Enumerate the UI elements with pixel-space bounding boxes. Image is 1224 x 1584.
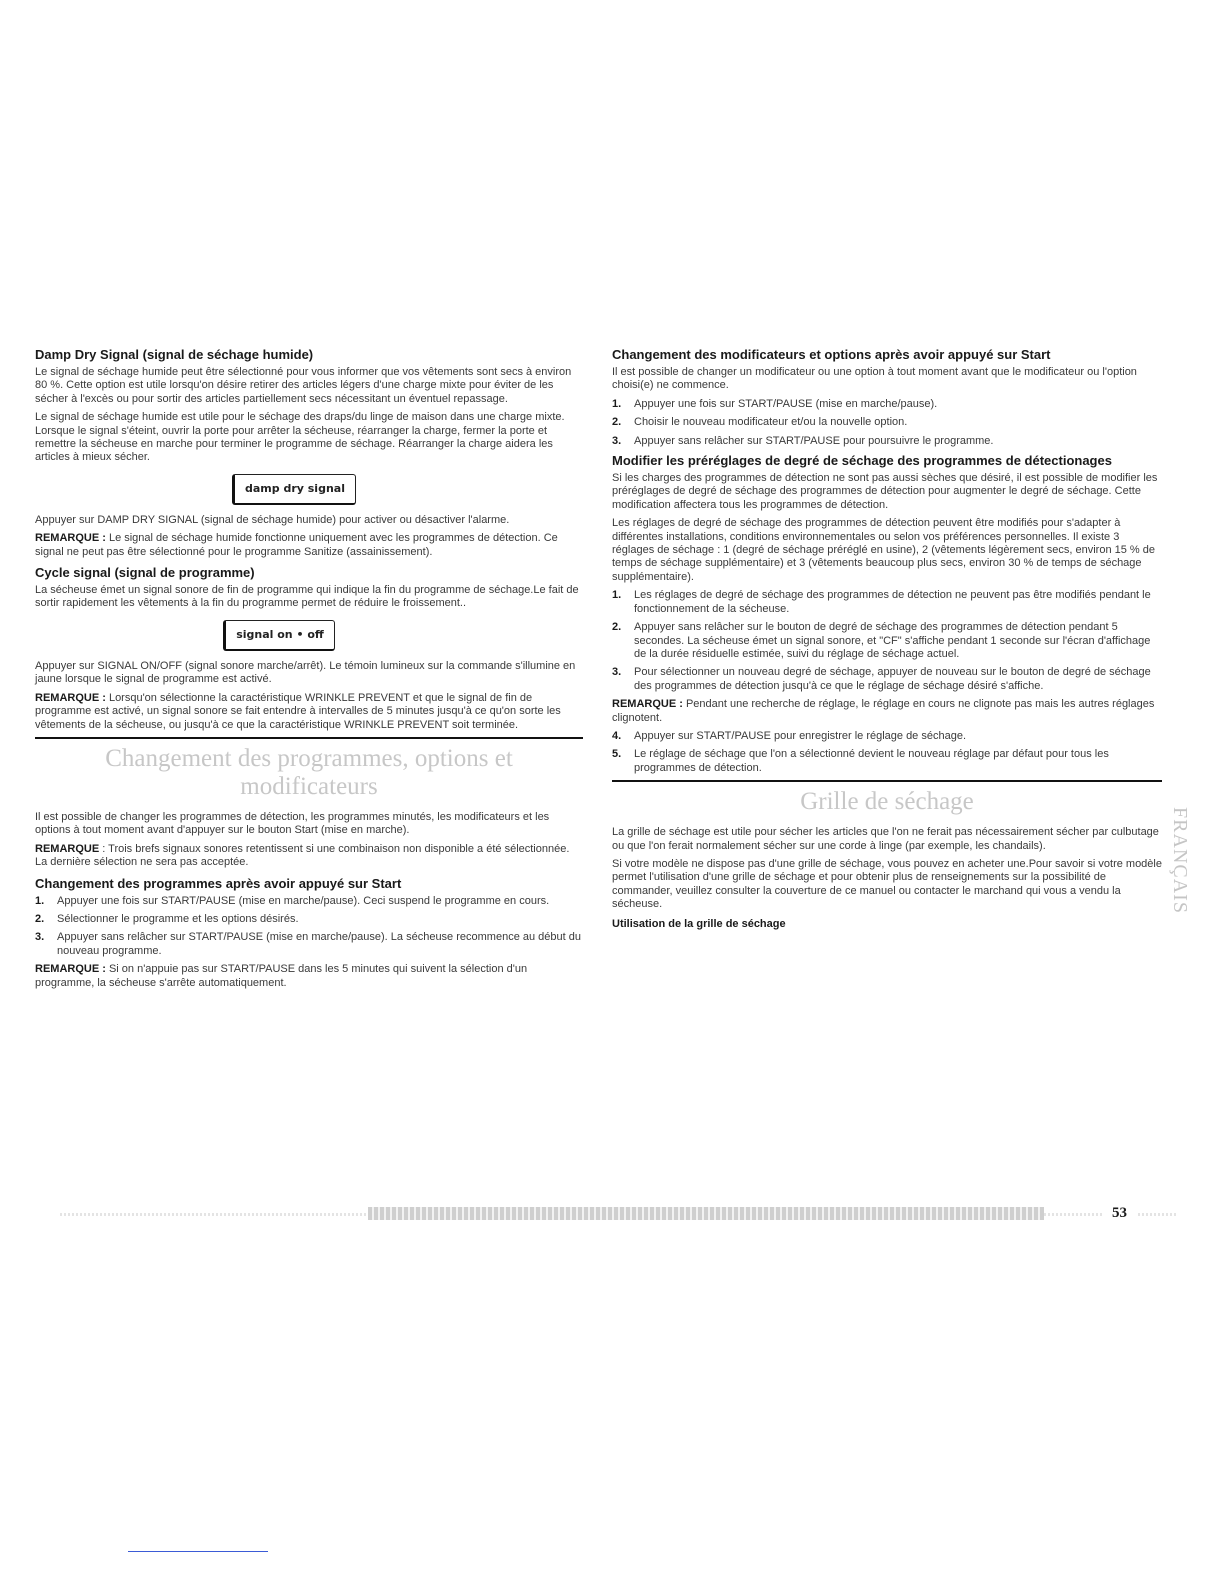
step-number: 1.	[612, 589, 622, 602]
drying-rack-paragraph-2: Si votre modèle ne dispose pas d'une grille de séchage, vous pouvez en acheter une.Pour savoir si votre modèle permet l'utilisation d'une grille de séchage et pour obtenir plus de renseignements sur la possibilité de commander, veuillez consulter la couverture de ce manuel ou contacter le marchand qui vous a vendu la sécheuse.	[612, 857, 1162, 911]
modifiers-heading: Changement des modificateurs et options après avoir appuyé sur Start	[612, 347, 1051, 362]
signal-on-off-button: signal on • off	[223, 620, 335, 651]
section-divider	[35, 737, 583, 739]
step-text: Appuyer sans relâcher sur le bouton de degré de séchage des programmes de détection pendant 5 secondes. La sécheuse émet un signal sonore, et "CF" s'affiche pendant 1 seconde sur l'écran d'affichage de la durée résiduelle estimée, suivi du réglage de séchage actuel.	[634, 621, 1151, 660]
section-title	[35, 745, 583, 801]
cycle-signal-paragraph-2: Appuyer sur SIGNAL ON/OFF (signal sonore marche/arrêt). Le témoin lumineux sur la commande s'illumine en jaune lorsque le signal de programme est activé.	[35, 659, 576, 686]
damp-dry-signal-button: damp dry signal	[232, 474, 356, 505]
after-start-steps	[35, 895, 583, 959]
bottom-rule	[128, 1551, 268, 1552]
step-item	[612, 416, 1162, 429]
signal-button-illustration	[35, 620, 583, 651]
footer-bar	[368, 1207, 1044, 1220]
step-item	[612, 435, 1162, 448]
modifiers-steps	[612, 398, 1162, 448]
step-number: 3.	[612, 434, 622, 447]
step-item	[612, 730, 1162, 743]
note-label: REMARQUE	[35, 842, 100, 855]
drying-rack-title: Grille de séchage	[800, 788, 974, 816]
step-text: Le réglage de séchage que l'on a sélectionné devient le nouveau réglage par défaut pour tous les programmes de détection.	[634, 748, 1109, 774]
presets-heading: Modifier les préréglages de degré de séchage des programmes de détectionages	[612, 453, 1112, 469]
step-number: 3.	[612, 666, 622, 679]
step-item	[35, 913, 583, 926]
step-number: 4.	[612, 729, 622, 742]
presets-note	[612, 698, 1162, 725]
step-item	[35, 931, 583, 958]
damp-dry-paragraph-1: Le signal de séchage humide peut être sélectionné pour vous informer que vos vêtements sont secs à environ 80 %. Cette option est utile lorsqu'on désire retirer des articles légers d'une charge mixte pour éviter de les sécher à l'excès ou pour sortir des articles partiellement secs nécessitant un éventuel repassage.	[35, 366, 572, 405]
step-text: Appuyer sans relâcher sur START/PAUSE pour poursuivre le programme.	[634, 434, 994, 447]
step-text: Appuyer sur START/PAUSE pour enregistrer le réglage de séchage.	[634, 729, 967, 742]
step-number: 2.	[612, 621, 622, 634]
cycle-signal-paragraph-1: La sécheuse émet un signal sonore de fin de programme qui indique la fin du programme de séchage.Le fait de sortir rapidement les vêtements à la fin du programme permet de réduire le froissement..	[35, 584, 579, 610]
right-column	[612, 347, 1162, 931]
step-item	[612, 589, 1162, 616]
footer-dotted-line-left	[60, 1213, 368, 1216]
damp-dry-paragraph-3: Appuyer sur DAMP DRY SIGNAL (signal de séchage humide) pour activer ou désactiver l'alarme.	[35, 513, 510, 526]
note-label: REMARQUE :	[35, 963, 106, 976]
change-paragraph-1: Il est possible de changer les programmes de détection, les programmes minutés, les modificateurs et les options à tout moment avant d'appuyer sur le bouton Start (mise en marche).	[35, 810, 550, 837]
note-label: REMARQUE :	[35, 532, 106, 545]
note-label: REMARQUE :	[612, 698, 683, 711]
after-start-note	[35, 963, 583, 990]
step-item	[612, 621, 1162, 661]
step-number: 2.	[612, 416, 622, 429]
step-item	[612, 748, 1162, 775]
step-item	[612, 666, 1162, 693]
damp-dry-paragraph-2: Le signal de séchage humide est utile pour le séchage des draps/du linge de maison dans une charge mixte. Lorsque le signal s'éteint, ouvrir la porte pour arrêter la sécheuse, réarranger la charge, fermer la porte et remettre la sécheuse en marche pour terminer le programme de séchage. Réarranger la charge aidera les articles à mieux sécher.	[35, 411, 565, 464]
language-side-tab	[1168, 800, 1190, 920]
footer-dotted-line-right	[1138, 1213, 1178, 1216]
modifiers-paragraph-1: Il est possible de changer un modificateur ou une option à tout moment avant que le modificateur ou l'option choisi(e) ne commence.	[612, 366, 1137, 392]
step-text: Choisir le nouveau modificateur et/ou la nouvelle option.	[634, 416, 908, 429]
language-label: FRANÇAIS	[1168, 806, 1191, 914]
step-text: Appuyer une fois sur START/PAUSE (mise en marche/pause).	[634, 397, 938, 410]
change-note	[35, 843, 583, 870]
step-text: Pour sélectionner un nouveau degré de séchage, appuyer de nouveau sur le bouton de degré de séchage des programmes de détection jusqu'à ce que le réglage de séchage désiré s'affiche.	[634, 666, 1151, 692]
step-number: 2.	[35, 912, 45, 925]
step-item	[35, 895, 583, 908]
cycle-signal-heading: Cycle signal (signal de programme)	[35, 565, 255, 581]
damp-dry-signal-heading: Damp Dry Signal (signal de séchage humide)	[35, 347, 314, 362]
footer-dotted-line-mid	[1044, 1213, 1104, 1216]
step-text: Sélectionner le programme et les options désirés.	[57, 912, 299, 925]
step-number: 1.	[35, 894, 45, 907]
note-label: REMARQUE :	[35, 691, 106, 704]
step-text: Appuyer une fois sur START/PAUSE (mise en marche/pause). Ceci suspend le programme en cours.	[57, 894, 550, 907]
drying-rack-use-heading: Utilisation de la grille de séchage	[612, 917, 786, 930]
left-column	[35, 347, 583, 995]
damp-dry-button-illustration	[35, 474, 583, 505]
page-number: 53	[1112, 1205, 1127, 1221]
cycle-signal-note	[35, 692, 583, 732]
note-text: Pendant une recherche de réglage, le réglage en cours ne clignote pas mais les autres réglages clignotent.	[612, 698, 1155, 724]
step-text: Appuyer sans relâcher sur START/PAUSE (mise en marche/pause). La sécheuse recommence au début du nouveau programme.	[57, 931, 581, 957]
section-divider	[612, 780, 1162, 782]
presets-steps-b	[612, 730, 1162, 775]
note-text: Le signal de séchage humide fonctionne uniquement avec les programmes de détection. Ce signal ne peut pas être sélectionné pour le programme Sanitize (assainissement).	[35, 532, 558, 558]
step-number: 1.	[612, 397, 622, 410]
damp-dry-note	[35, 532, 583, 559]
drying-rack-paragraph-1: La grille de séchage est utile pour sécher les articles que l'on ne ferait pas nécessairement sécher par culbutage ou que l'on ferait normalement sécher sur une corde à linge (par exemple, les chandails).	[612, 826, 1159, 852]
presets-steps-a	[612, 589, 1162, 693]
step-number: 5.	[612, 748, 622, 761]
note-text: Lorsqu'on sélectionne la caractéristique WRINKLE PREVENT et que le signal de fin de programme est activé, un signal sonore se fait entendre à intervalles de 5 minutes jusqu'à ce qu'on sorte les vêtements de la sécheuse, ou jusqu'à ce que la caractéristique WRINKLE PREVENT soit terminée.	[35, 691, 561, 731]
after-start-heading: Changement des programmes après avoir appuyé sur Start	[35, 875, 402, 891]
presets-paragraph-1: Si les charges des programmes de détection ne sont pas aussi sèches que désiré, il est possible de modifier les préréglages de degré de séchage des programmes de détection pour augmenter le degré de séchage. Cette modification affectera tous les programmes de détection.	[612, 472, 1158, 511]
section-title-line-1: Changement des programmes, options et	[105, 744, 513, 772]
presets-paragraph-2: Les réglages de degré de séchage des programmes de détection peuvent être modifiés pour s'adapter à différentes installations, conditions environnementales ou selon vos préférences personnelles. Il existe 3 réglages de séchage : 1 (degré de séchage préréglé en usine), 2 (vêtements légèrement secs, environ 15 % de temps de séchage supplémentaire) et 3 (vêtements beaucoup plus secs, environ 30 % de temps de séchage supplémentaire).	[612, 517, 1155, 583]
note-text: : Trois brefs signaux sonores retentissent si une combinaison non disponible a été sélectionnée. La dernière sélection ne sera pas acceptée.	[35, 842, 570, 869]
step-text: Les réglages de degré de séchage des programmes de détection ne peuvent pas être modifiés pendant le fonctionnement de la sécheuse.	[634, 589, 1151, 615]
step-number: 3.	[35, 931, 45, 944]
section-title-line-2: modificateurs	[240, 772, 378, 800]
note-text: Si on n'appuie pas sur START/PAUSE dans les 5 minutes qui suivent la sélection d'un programme, la sécheuse s'arrête automatiquement.	[35, 963, 528, 989]
step-item	[612, 398, 1162, 411]
